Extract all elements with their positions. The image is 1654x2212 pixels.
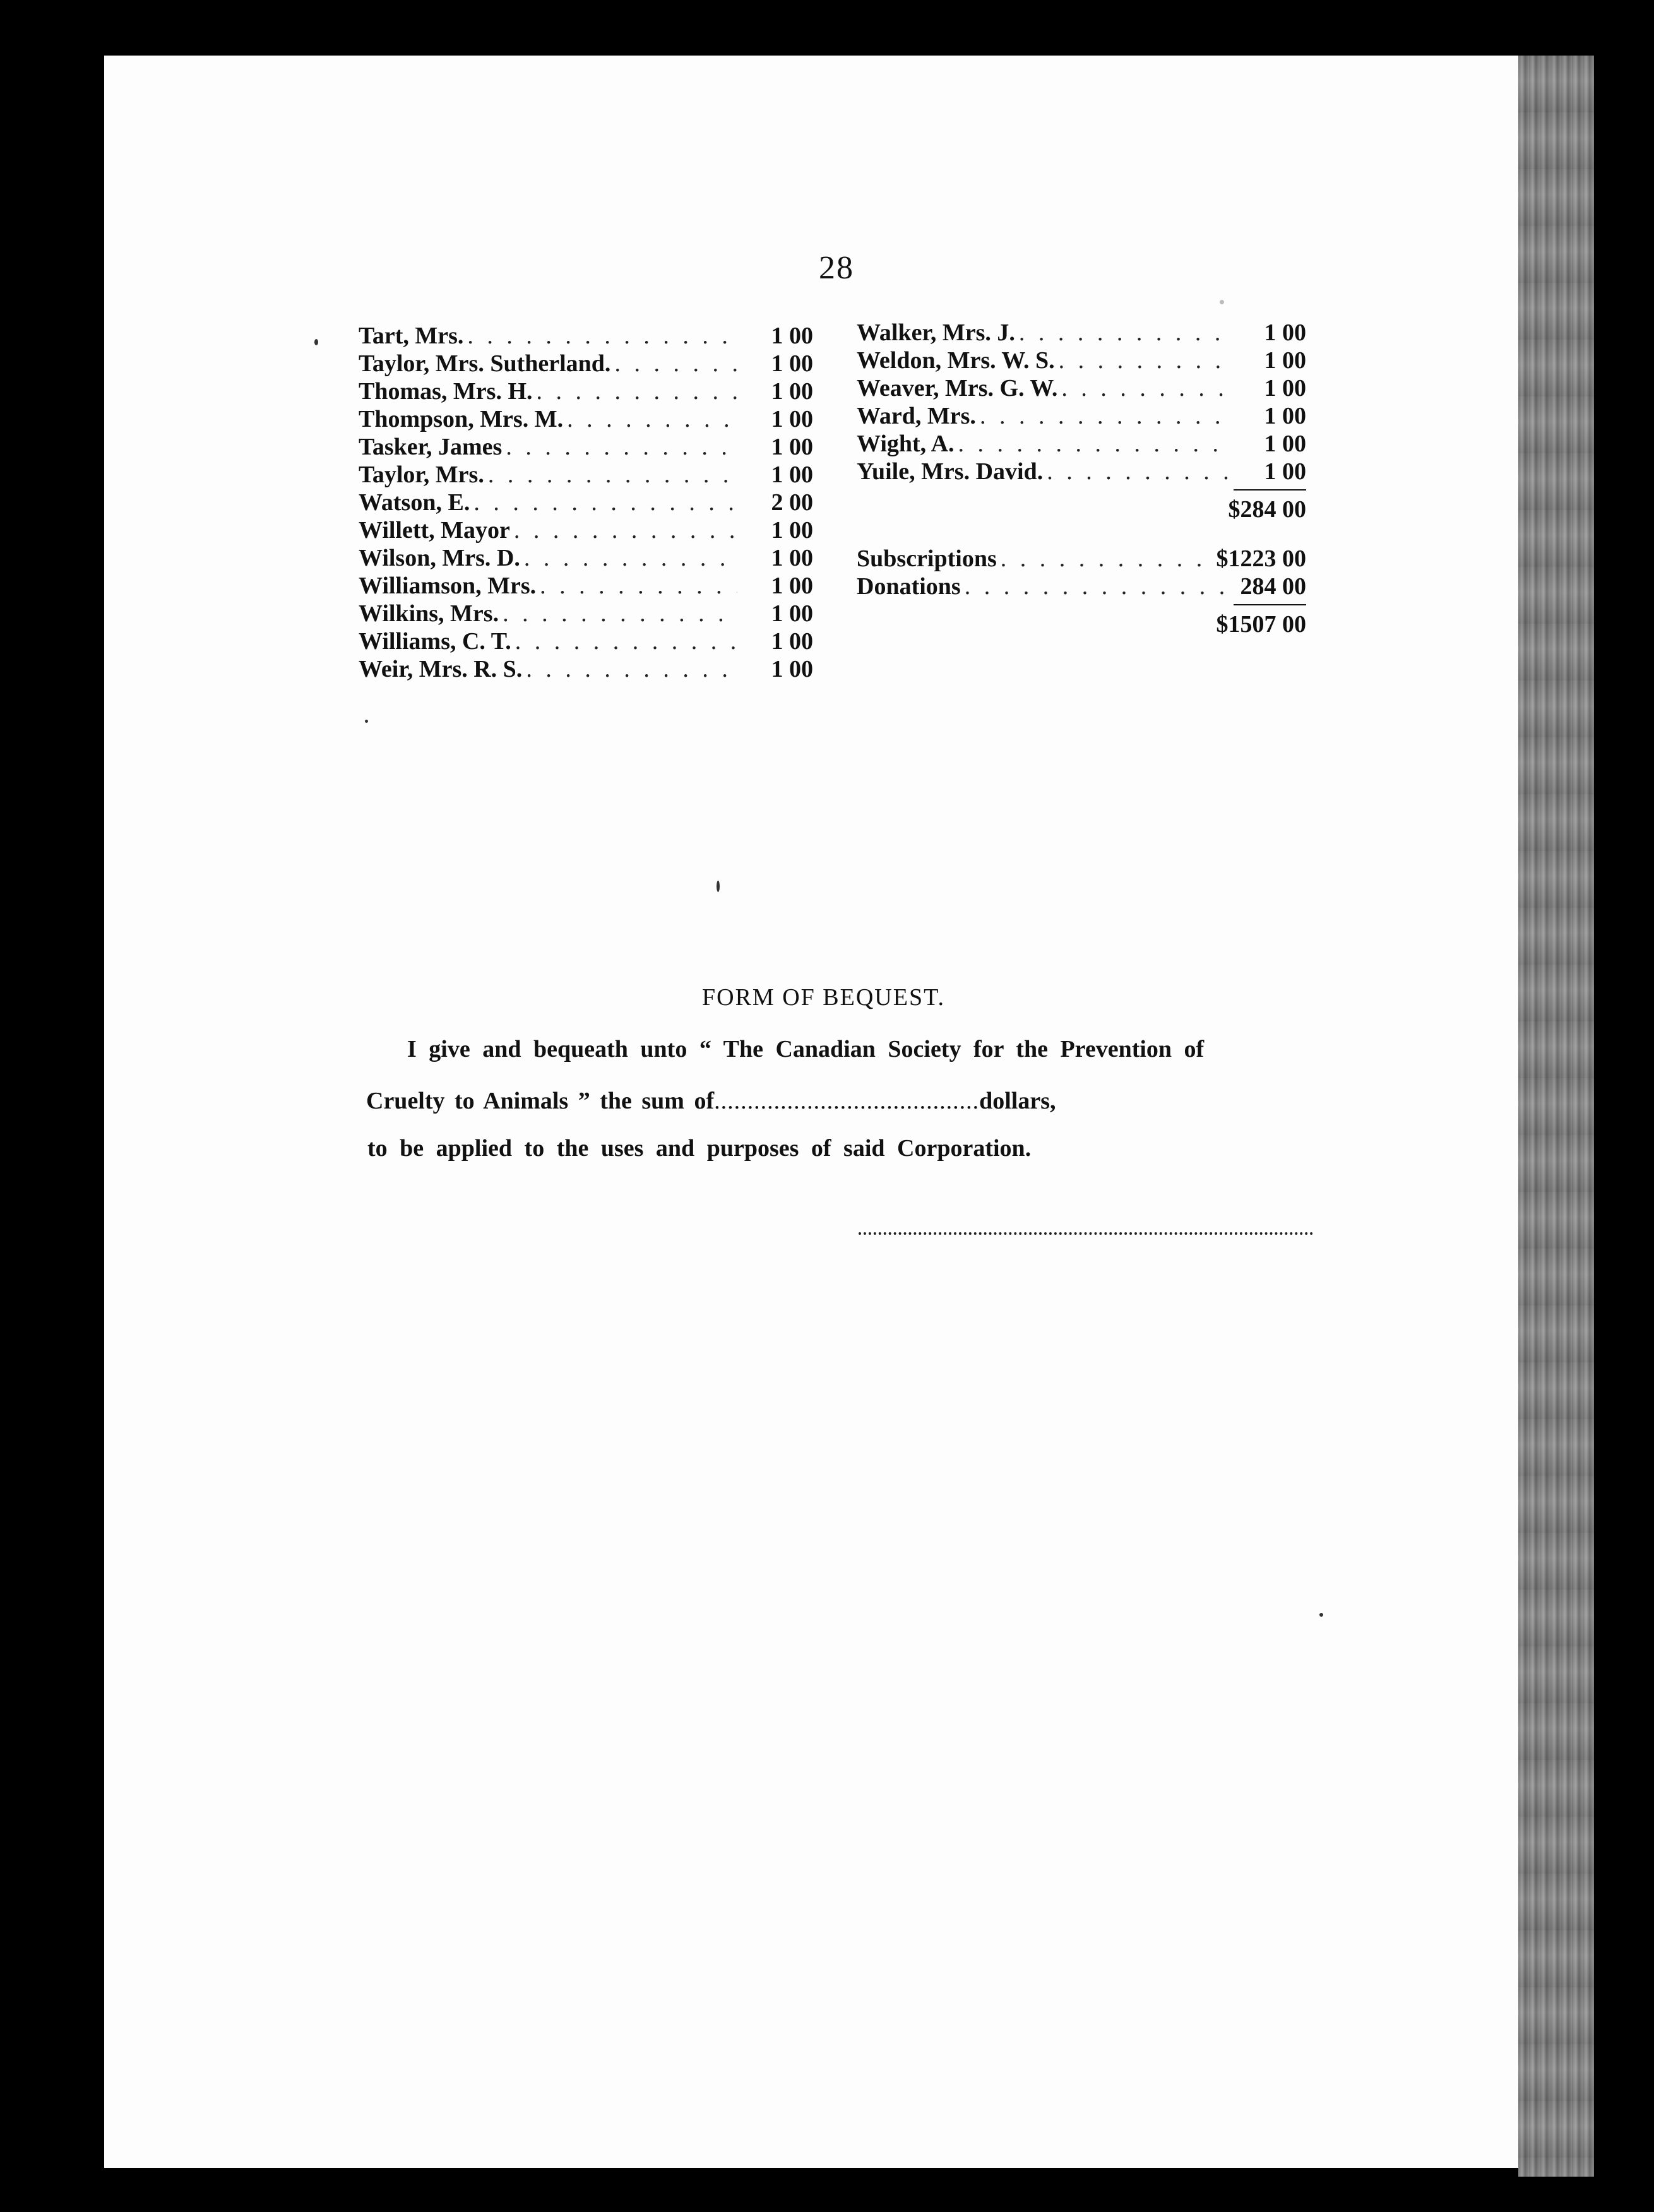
dot-leader — [610, 350, 737, 378]
signature-line — [859, 1231, 1313, 1235]
list-item — [359, 655, 813, 683]
subscriber-amount: 1 00 — [771, 434, 813, 460]
subscriber-name: Williamson, Mrs. — [359, 573, 537, 599]
list-item — [857, 430, 1306, 458]
subscriber-name: Tasker, James — [359, 434, 503, 460]
list-item — [359, 489, 813, 516]
dot-leader — [510, 516, 737, 544]
subscriber-name: Walker, Mrs. J. — [857, 319, 1015, 346]
bequest-line-2 — [366, 1087, 1056, 1115]
summary-amount: 284 00 — [1240, 573, 1306, 600]
list-item — [359, 544, 813, 572]
subscriber-name: Taylor, Mrs. — [359, 461, 484, 488]
list-item — [359, 461, 813, 489]
dot-leader — [520, 544, 737, 572]
dot-leader — [536, 572, 737, 600]
list-item — [359, 322, 813, 350]
bequest-line-2-start: Cruelty to Animals ” the sum of — [366, 1088, 715, 1114]
subscriber-name: Weldon, Mrs. W. S. — [857, 347, 1055, 374]
subscriber-name: Wight, A. — [857, 431, 955, 457]
list-item — [359, 433, 813, 461]
subscriber-amount: 1 00 — [1264, 319, 1306, 346]
subscriber-amount: 1 00 — [771, 406, 813, 432]
subscriber-name: Wilkins, Mrs. — [359, 600, 499, 627]
dot-leader — [1055, 347, 1230, 374]
subscriber-name: Ward, Mrs. — [857, 403, 976, 429]
scan-speck — [314, 339, 318, 345]
dot-leader — [463, 322, 737, 350]
subscriber-name: Weir, Mrs. R. S. — [359, 656, 523, 682]
scan-speck — [365, 720, 368, 723]
list-item — [359, 572, 813, 600]
dot-leader — [522, 655, 737, 683]
subscriber-amount: 1 00 — [771, 461, 813, 488]
subscriber-amount: 1 00 — [1264, 403, 1306, 429]
dot-leader — [1015, 319, 1230, 347]
list-item — [359, 600, 813, 627]
dot-leader — [961, 573, 1230, 600]
dot-leader — [976, 402, 1230, 430]
list-item — [857, 319, 1306, 347]
subscriber-name: Thomas, Mrs. H. — [359, 378, 533, 405]
summary-row — [857, 573, 1306, 600]
dot-leader — [484, 461, 737, 489]
bequest-line-2-end: dollars, — [979, 1088, 1056, 1114]
subscriber-amount: 1 00 — [1264, 347, 1306, 374]
donations-total: $284 00 — [1228, 496, 1306, 523]
dot-leader — [499, 600, 737, 627]
page-edge-shading — [1518, 56, 1594, 2177]
summary-row — [857, 545, 1306, 573]
subscriber-amount: 1 00 — [771, 350, 813, 377]
subscriber-amount: 1 00 — [771, 573, 813, 599]
summary-label: Subscriptions — [857, 545, 997, 572]
scan-speck — [1220, 300, 1224, 304]
bequest-line-1: I give and bequeath unto “ The Canadian Society for the Prevention of — [407, 1036, 1205, 1062]
list-item — [359, 378, 813, 405]
subscriber-name: Watson, E. — [359, 489, 470, 516]
subscriber-amount: 2 00 — [771, 489, 813, 516]
bequest-line-3: to be applied to the uses and purposes of said Corporation. — [367, 1135, 1032, 1162]
subscriber-name: Willett, Mayor — [359, 517, 510, 544]
subscriber-list-right — [857, 319, 1306, 638]
subscriber-amount: 1 00 — [771, 323, 813, 349]
subscriber-name: Thompson, Mrs. M. — [359, 406, 564, 432]
dot-leader — [502, 433, 737, 461]
dot-leader — [533, 378, 738, 405]
list-item — [359, 627, 813, 655]
dot-leader — [563, 405, 737, 433]
list-item — [857, 402, 1306, 430]
subscriber-amount: 1 00 — [771, 378, 813, 405]
total-rule — [1234, 489, 1306, 491]
subscriber-name: Williams, C. T. — [359, 628, 511, 655]
subscriber-amount: 1 00 — [1264, 375, 1306, 401]
subscriber-amount: 1 00 — [771, 656, 813, 682]
list-item — [857, 458, 1306, 485]
scan-speck — [717, 881, 720, 892]
subscriber-amount: 1 00 — [771, 600, 813, 627]
subscriber-name: Wilson, Mrs. D. — [359, 545, 520, 571]
dot-leader — [955, 430, 1230, 458]
list-item — [359, 516, 813, 544]
dot-leader — [511, 627, 737, 655]
list-item — [857, 374, 1306, 402]
dot-leader — [997, 545, 1217, 573]
subscriber-amount: 1 00 — [771, 517, 813, 544]
subscriber-amount: 1 00 — [1264, 431, 1306, 457]
list-item — [857, 347, 1306, 374]
dot-leader — [470, 489, 737, 516]
subscriber-name: Yuile, Mrs. David. — [857, 458, 1044, 485]
subscriber-name: Taylor, Mrs. Sutherland. — [359, 350, 611, 377]
dot-leader — [1057, 374, 1230, 402]
bequest-title: FORM OF BEQUEST. — [702, 984, 945, 1011]
page-number: 28 — [819, 250, 854, 286]
grand-total: $1507 00 — [1216, 611, 1306, 638]
summary-amount: $1223 00 — [1216, 545, 1306, 572]
subscriber-amount: 1 00 — [1264, 458, 1306, 485]
list-item — [359, 350, 813, 378]
total-rule — [1234, 604, 1306, 605]
scan-speck — [1319, 1613, 1323, 1617]
subscriber-list-left — [359, 322, 813, 683]
subscriber-amount: 1 00 — [771, 628, 813, 655]
amount-blank — [714, 1088, 979, 1114]
list-item — [359, 405, 813, 433]
summary-label: Donations — [857, 573, 961, 600]
dot-leader — [1043, 458, 1230, 485]
spacer — [857, 523, 1306, 545]
subscriber-amount: 1 00 — [771, 545, 813, 571]
subscriber-name: Tart, Mrs. — [359, 323, 464, 349]
subscriber-name: Weaver, Mrs. G. W. — [857, 375, 1058, 401]
